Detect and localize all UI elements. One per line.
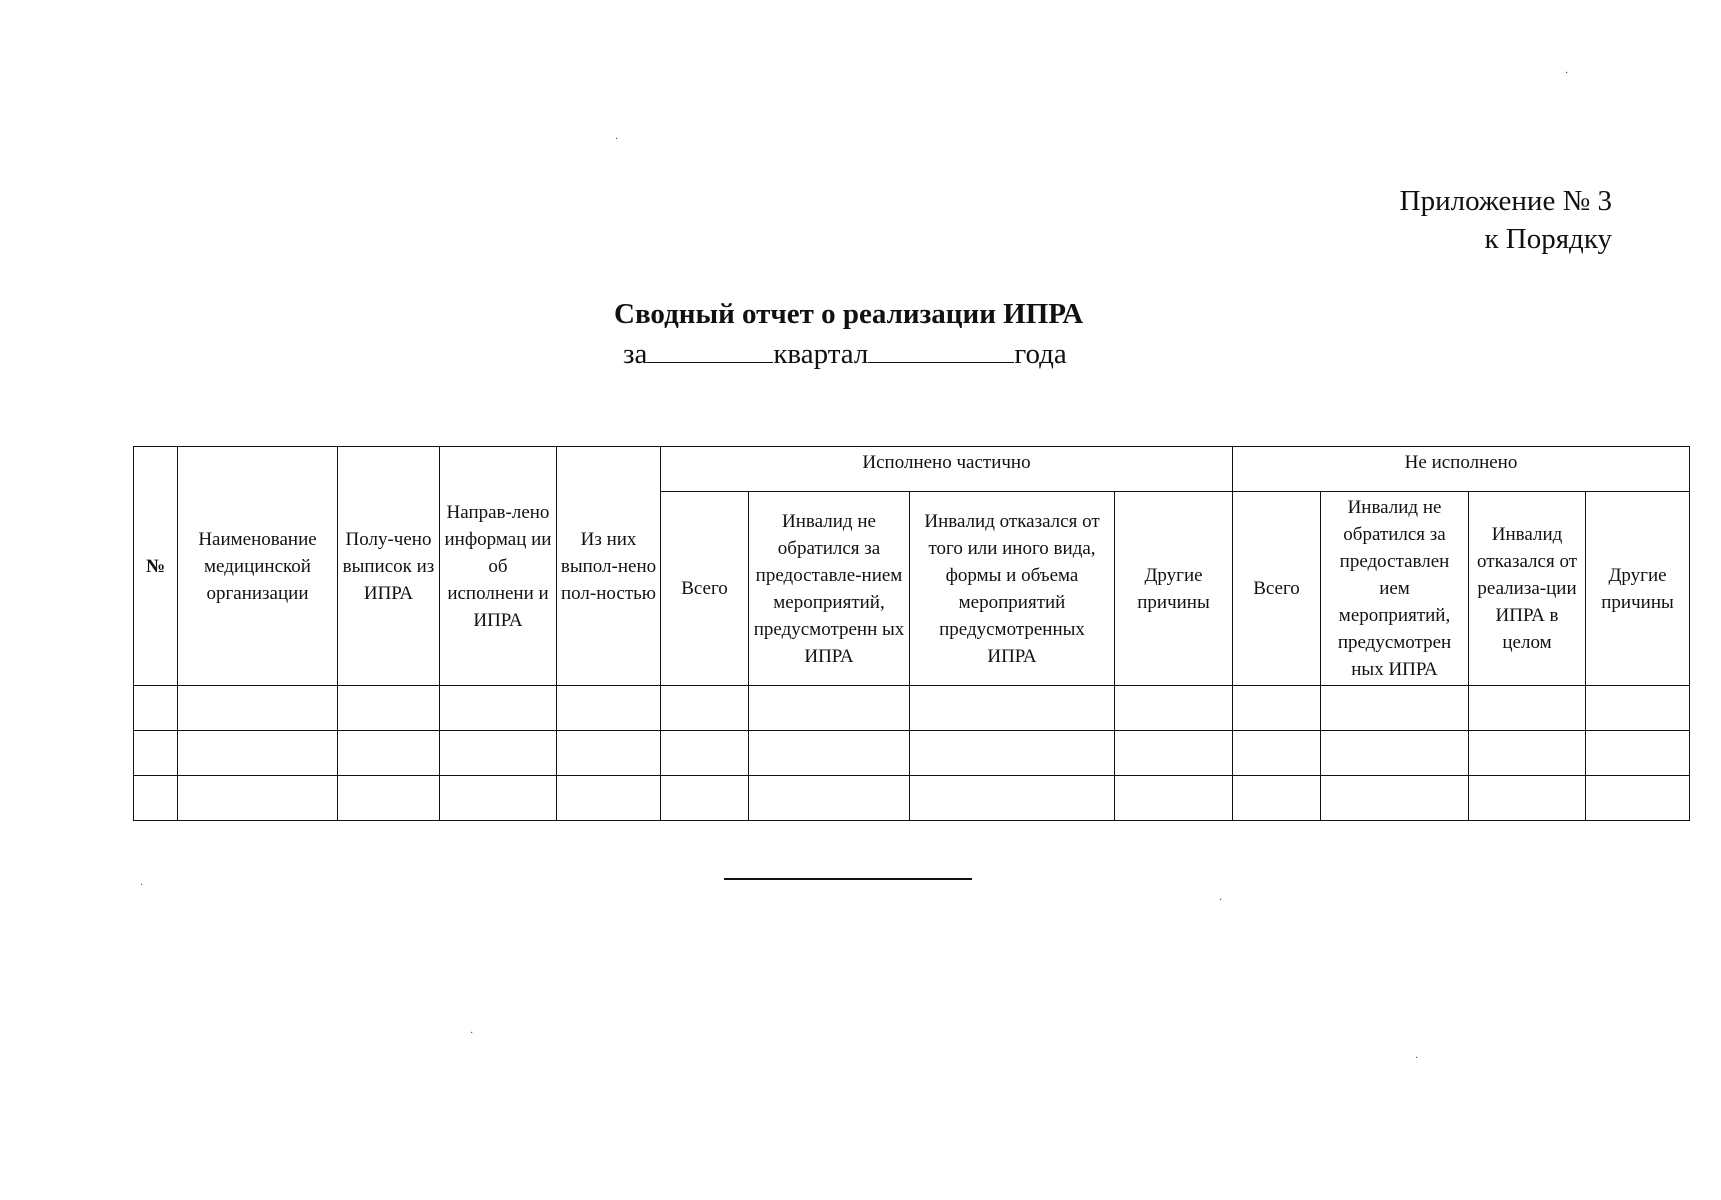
table-cell bbox=[1586, 776, 1690, 821]
table-cell bbox=[440, 776, 557, 821]
report-table bbox=[133, 446, 1690, 821]
appendix-reference bbox=[1400, 182, 1612, 258]
period-prefix: за bbox=[623, 338, 648, 370]
appendix-number: Приложение № 3 bbox=[1399, 185, 1612, 217]
table-cell bbox=[1321, 686, 1469, 731]
header-partial-group: Исполнено частично bbox=[661, 447, 1233, 492]
header-number: № bbox=[134, 447, 178, 686]
scan-speck: · bbox=[615, 134, 619, 145]
header-partial-refused: Инвалид отказался от того или иного вида, формы и объема мероприятий предусмотренных ИПРА bbox=[910, 492, 1115, 686]
table-cell bbox=[1233, 686, 1321, 731]
appendix-order: к Порядку bbox=[1484, 223, 1612, 255]
table-cell bbox=[1233, 776, 1321, 821]
table-row bbox=[134, 776, 1690, 821]
table-cell bbox=[178, 686, 338, 731]
header-sent: Направ-лено информац ии об исполнени и ИПРА bbox=[440, 447, 557, 686]
table-cell bbox=[1115, 731, 1233, 776]
header-received: Полу-чено выписок из ИПРА bbox=[338, 447, 440, 686]
header-fully-done: Из них выпол-нено пол-ностью bbox=[557, 447, 661, 686]
header-partial-total: Всего bbox=[661, 492, 749, 686]
table-cell bbox=[338, 731, 440, 776]
header-partial-other: Другие причины bbox=[1115, 492, 1233, 686]
table-cell bbox=[910, 776, 1115, 821]
table-cell bbox=[557, 776, 661, 821]
table-cell bbox=[1321, 776, 1469, 821]
table-cell bbox=[1321, 731, 1469, 776]
header-none-other: Другие причины bbox=[1586, 492, 1690, 686]
table-cell bbox=[557, 686, 661, 731]
table-row bbox=[134, 731, 1690, 776]
scan-speck: · bbox=[140, 880, 144, 891]
table-cell bbox=[749, 686, 910, 731]
scan-speck: · bbox=[1219, 895, 1223, 906]
table-cell bbox=[440, 731, 557, 776]
table-cell bbox=[440, 686, 557, 731]
table-cell bbox=[1469, 686, 1586, 731]
header-organization: Наименование медицинской организации bbox=[178, 447, 338, 686]
period-suffix: года bbox=[1014, 338, 1067, 370]
table-cell bbox=[1115, 686, 1233, 731]
table-cell bbox=[1115, 776, 1233, 821]
table-cell bbox=[749, 731, 910, 776]
table-cell bbox=[749, 776, 910, 821]
table-cell bbox=[178, 776, 338, 821]
header-row-groups bbox=[134, 447, 1690, 492]
table-cell bbox=[557, 731, 661, 776]
table-cell bbox=[1469, 731, 1586, 776]
year-blank bbox=[868, 336, 1014, 363]
table-cell bbox=[134, 776, 178, 821]
table-cell bbox=[661, 776, 749, 821]
quarter-blank bbox=[647, 336, 773, 363]
table-cell bbox=[178, 731, 338, 776]
table-cell bbox=[1586, 731, 1690, 776]
table-cell bbox=[661, 686, 749, 731]
report-period bbox=[623, 336, 1067, 371]
table-cell bbox=[134, 731, 178, 776]
header-none-total: Всего bbox=[1233, 492, 1321, 686]
header-partial-not-applied: Инвалид не обратился за предоставле-нием мероприятий, предусмотренн ых ИПРА bbox=[749, 492, 910, 686]
scan-speck: · bbox=[1565, 68, 1569, 79]
scan-speck: · bbox=[470, 1028, 474, 1039]
table-cell bbox=[1586, 686, 1690, 731]
table-cell bbox=[134, 686, 178, 731]
table-cell bbox=[661, 731, 749, 776]
table-cell bbox=[910, 686, 1115, 731]
period-middle: квартал bbox=[773, 338, 869, 370]
header-not-done-group: Не исполнено bbox=[1233, 447, 1690, 492]
table-row bbox=[134, 686, 1690, 731]
header-none-refused: Инвалид отказался от реализа-ции ИПРА в целом bbox=[1469, 492, 1586, 686]
scan-speck: · bbox=[1415, 1053, 1419, 1064]
table-cell bbox=[338, 686, 440, 731]
signature-line bbox=[724, 878, 972, 880]
header-none-not-applied: Инвалид не обратился за предоставлен ием мероприятий, предусмотрен ных ИПРА bbox=[1321, 492, 1469, 686]
table-cell bbox=[1469, 776, 1586, 821]
table-body bbox=[134, 686, 1690, 821]
table-cell bbox=[1233, 731, 1321, 776]
table-cell bbox=[910, 731, 1115, 776]
report-title: Сводный отчет о реализации ИПРА bbox=[614, 298, 1084, 330]
table-cell bbox=[338, 776, 440, 821]
